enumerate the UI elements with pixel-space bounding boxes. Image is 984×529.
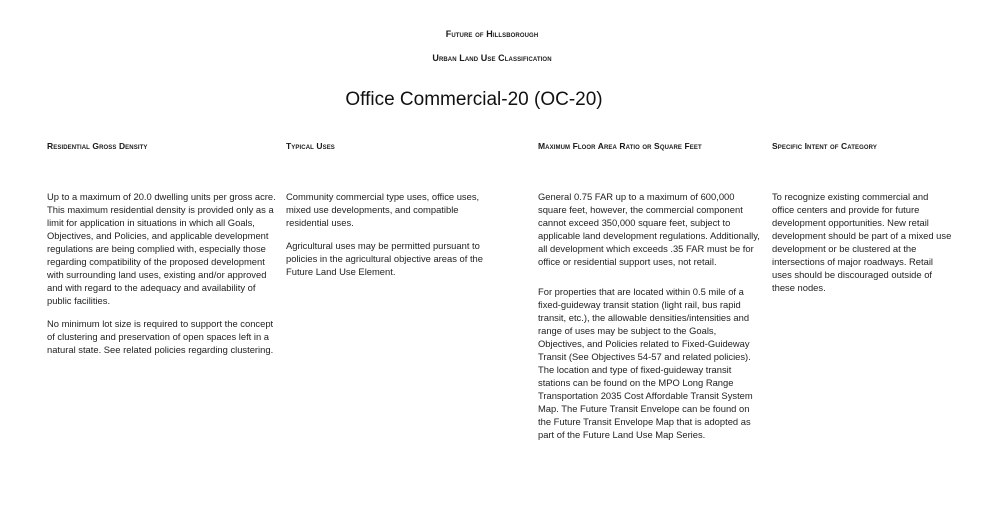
column-paragraph: Agricultural uses may be permitted pursuant to policies in the agricultural objective areas of the Future Land Use Element. — [286, 240, 483, 277]
column-paragraph: General 0.75 FAR up to a maximum of 600,000 square feet, however, the commercial component cannot exceed 350,000 square feet, subject to applicable land development regulations. Additionally, all development which exceeds .35 FAR must be for office or residential support uses, not retail. — [538, 191, 760, 267]
classification-subheader: Urban Land Use Classification — [432, 53, 552, 63]
column-paragraph: To recognize existing commercial and office centers and provide for future development opportunities. New retail development should be part of a mixed use development or be clustered at the intersections of major roadways. Retail uses should be discouraged outside of these nodes. — [772, 191, 952, 293]
column-paragraph: Up to a maximum of 20.0 dwelling units per gross acre. This maximum residential density is provided only as a limit for application in situations in which all Goals, Objectives, and Policies, and applicable development regulations are being complied with, especially those regarding compatibility of the proposed development with surrounding land uses, existing and/or approved and with regard to the adequacy and availability of public facilities. — [47, 191, 276, 306]
column-heading: Maximum Floor Area Ratio or Square Feet — [538, 141, 702, 151]
column-specific-intent — [772, 141, 952, 304]
column-heading: Specific Intent of Category — [772, 141, 877, 151]
page-title: Office Commercial-20 (OC-20) — [345, 88, 603, 110]
column-residential-density — [47, 141, 279, 366]
org-header: Future of Hillsborough — [445, 29, 539, 39]
column-max-far — [538, 141, 762, 451]
column-paragraph: Community commercial type uses, office uses, mixed use developments, and compatible residential uses. — [286, 191, 480, 228]
column-typical-uses — [286, 141, 502, 288]
column-heading: Residential Gross Density — [47, 141, 148, 151]
column-paragraph: No minimum lot size is required to support the concept of clustering and preservation of open spaces left in a natural state. See related policies regarding clustering. — [47, 318, 274, 355]
column-heading: Typical Uses — [286, 141, 335, 151]
column-paragraph: For properties that are located within 0.5 mile of a fixed-guideway transit station (light rail, bus rapid transit, etc.), the allowable densities/intensities and range of uses may be subject to the Goals, Objectives, and Policies related to Fixed-Guideway Transit (See Objectives 54-57 and related policies). The location and type of fixed-guideway transit stations can be found on the MPO Long Range Transportation 2035 Cost Affordable Transit System Map. The Future Transit Envelope can be found on the Future Transit Envelope Map that is adopted as part of the Future Land Use Map Series. — [538, 286, 753, 440]
